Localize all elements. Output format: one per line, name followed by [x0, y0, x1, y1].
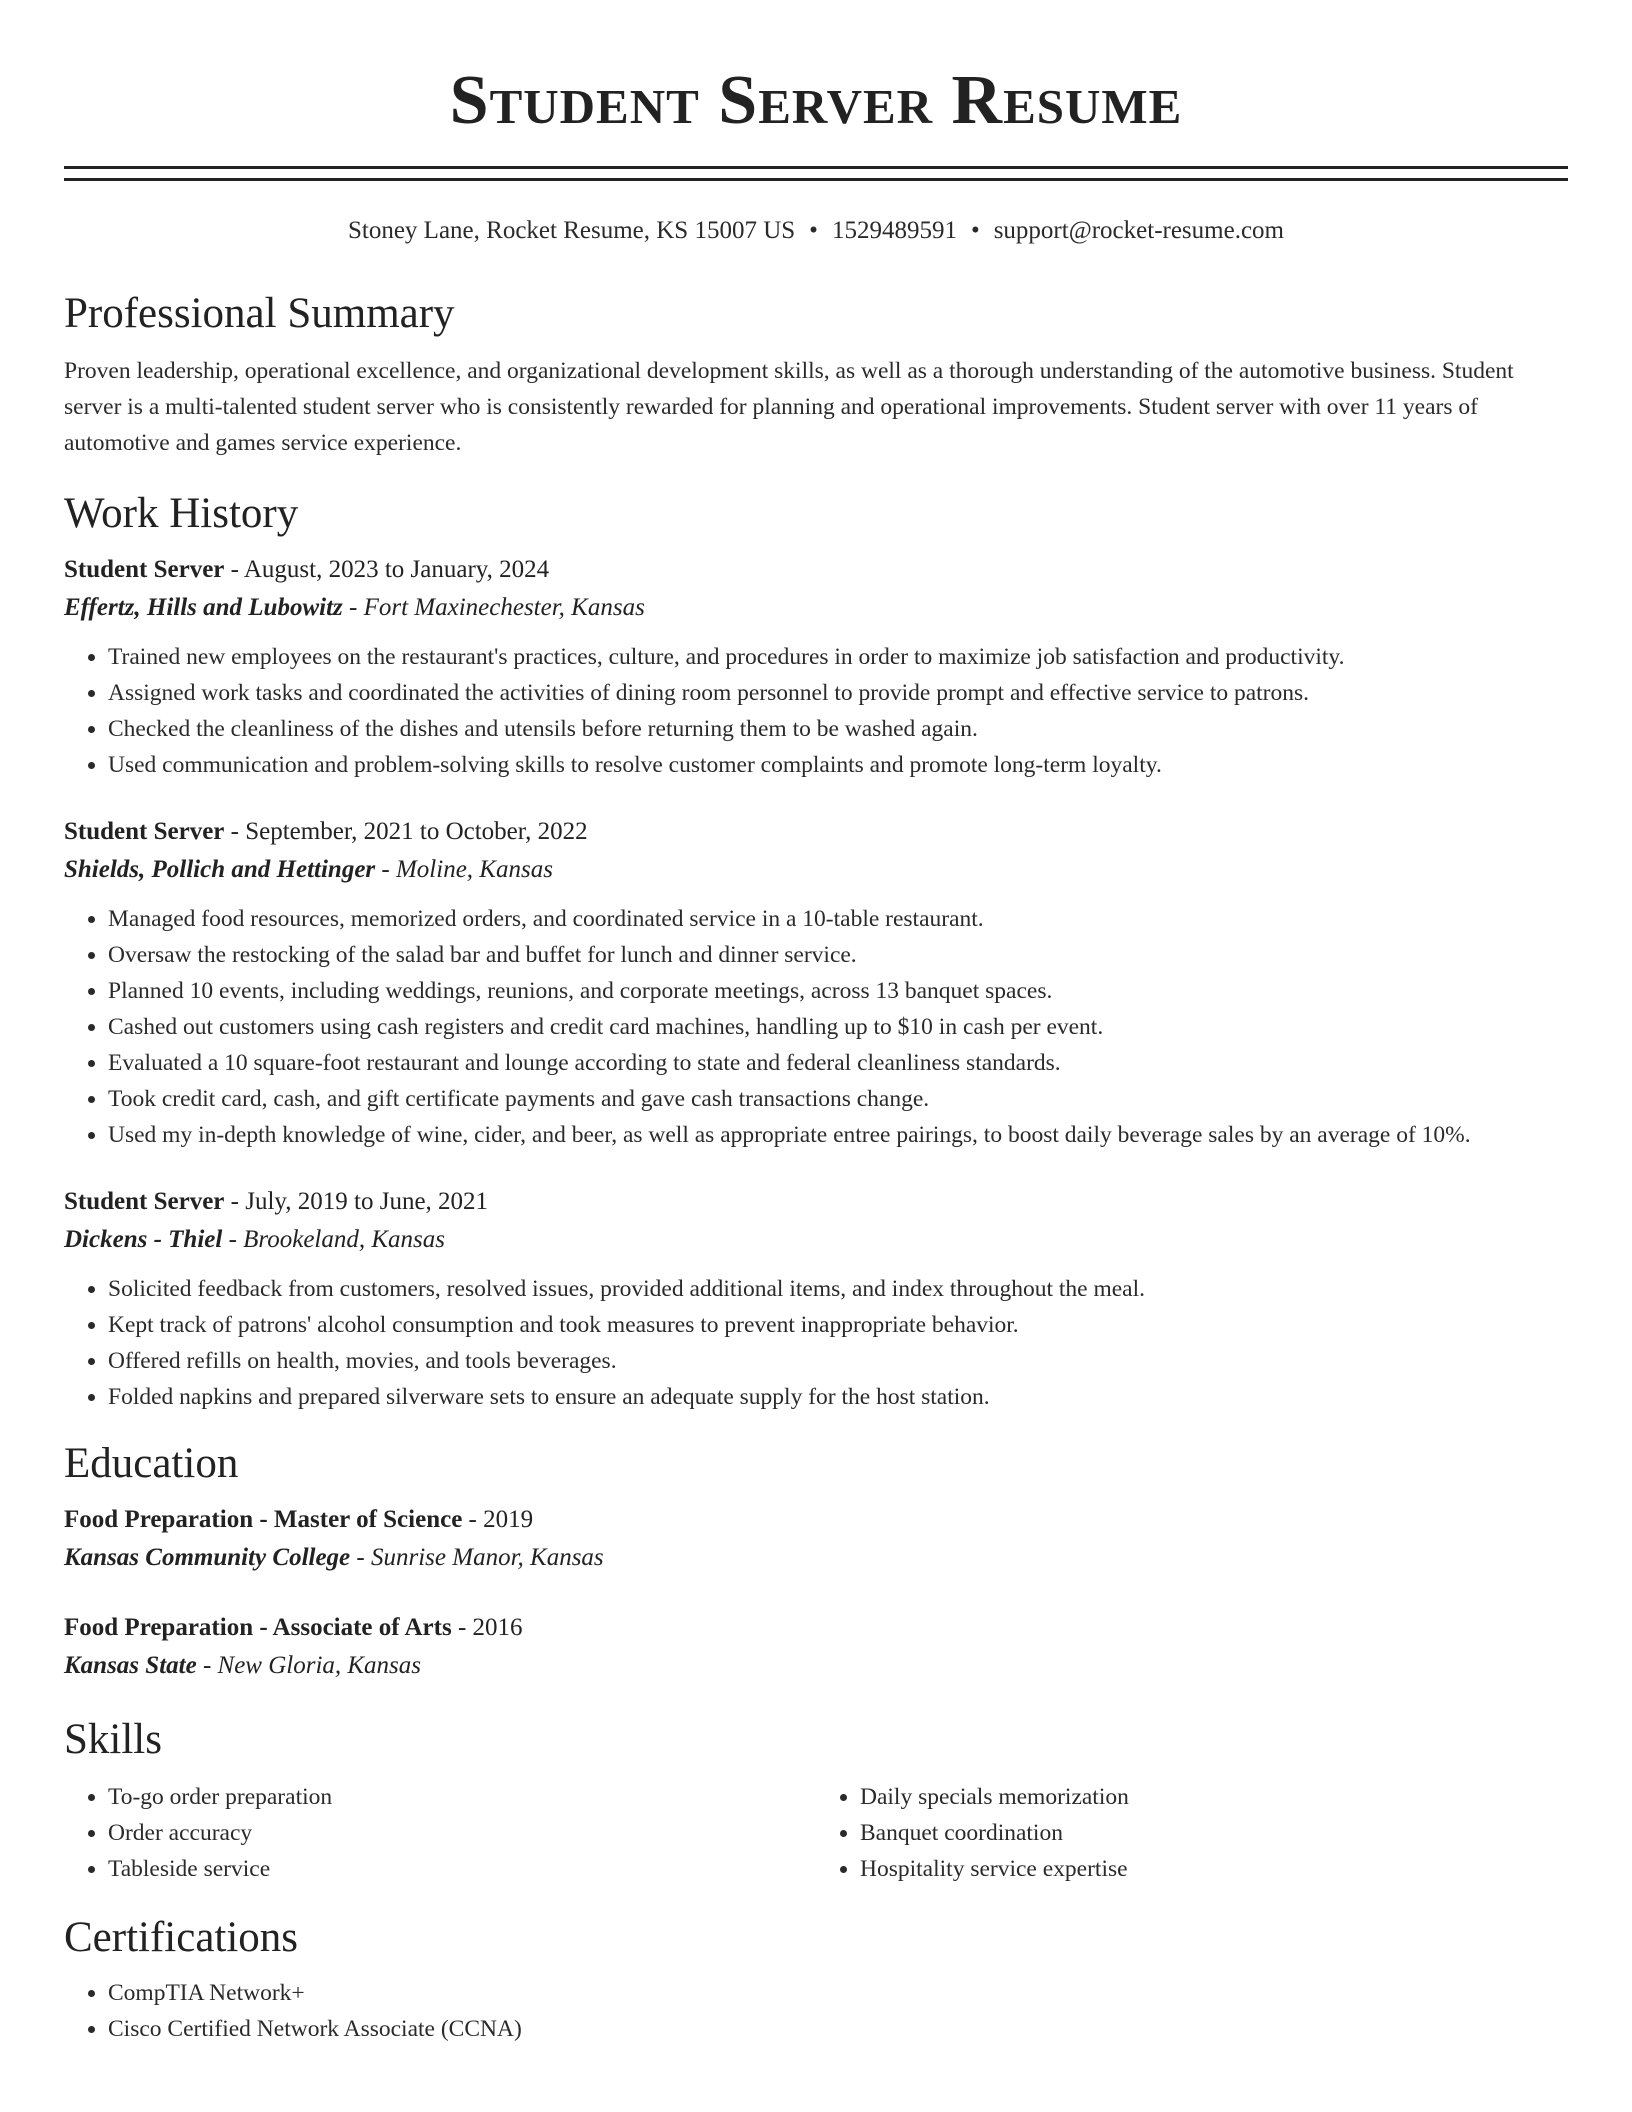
skill-item: • Tableside service	[108, 1851, 816, 1887]
list-item: • Trained new employees on the restaurant's practices, culture, and procedures in order to maximize job satisfaction and productivity.	[108, 639, 1568, 675]
job-location: - Moline, Kansas	[375, 856, 553, 883]
education-school-line	[64, 1539, 1568, 1577]
list-item: • Planned 10 events, including weddings, reunions, and corporate meetings, across 13 banquet spaces.	[108, 973, 1568, 1009]
job-title-line	[64, 551, 1568, 589]
skills-list-left	[64, 1779, 816, 1887]
education-school: Kansas Community College	[64, 1544, 351, 1571]
job-location: - Fort Maxinechester, Kansas	[342, 594, 645, 621]
list-item: • Kept track of patrons' alcohol consumption and took measures to prevent inappropriate behavior.	[108, 1307, 1568, 1343]
job-company: Dickens - Thiel	[64, 1226, 223, 1253]
job-entry	[64, 813, 1568, 1153]
job-entry	[64, 1183, 1568, 1415]
contact-address: Stoney Lane, Rocket Resume, KS 15007 US	[347, 217, 796, 244]
job-company: Shields, Pollich and Hettinger	[64, 856, 376, 883]
job-dates: - July, 2019 to June, 2021	[224, 1188, 489, 1215]
section-heading-work-history: Work History	[64, 490, 299, 537]
job-company-line	[64, 851, 1568, 889]
job-bullets	[64, 901, 1568, 1153]
education-entry	[64, 1609, 1568, 1685]
job-title-line	[64, 1183, 1568, 1221]
job-bullets	[64, 639, 1568, 783]
job-location: - Brookeland, Kansas	[222, 1226, 445, 1253]
list-item: • Oversaw the restocking of the salad bar and buffet for lunch and dinner service.	[108, 937, 1568, 973]
section-heading-certifications: Certifications	[64, 1914, 299, 1961]
contact-line	[64, 215, 1568, 247]
education-year: - 2016	[451, 1614, 523, 1641]
list-item: • Folded napkins and prepared silverware sets to ensure an adequate supply for the host station.	[108, 1379, 1568, 1415]
skill-item: • Order accuracy	[108, 1815, 816, 1851]
job-title-line	[64, 813, 1568, 851]
education-location: - New Gloria, Kansas	[196, 1652, 422, 1679]
job-dates: - August, 2023 to January, 2024	[224, 556, 550, 583]
skill-item: • To-go order preparation	[108, 1779, 816, 1815]
education-school: Kansas State	[64, 1652, 197, 1679]
page-title: Student Server Resume	[449, 62, 1183, 139]
list-item: • Took credit card, cash, and gift certificate payments and gave cash transactions change.	[108, 1081, 1568, 1117]
section-heading-summary: Professional Summary	[64, 290, 455, 337]
job-entry	[64, 551, 1568, 783]
list-item: • Evaluated a 10 square-foot restaurant and lounge according to state and federal cleanliness standards.	[108, 1045, 1568, 1081]
job-title: Student Server	[64, 556, 225, 583]
certification-item: • Cisco Certified Network Associate (CCNA)	[108, 2011, 1568, 2047]
education-location: - Sunrise Manor, Kansas	[350, 1544, 604, 1571]
list-item: • Managed food resources, memorized orders, and coordinated service in a 10-table restaurant.	[108, 901, 1568, 937]
education-degree-line	[64, 1501, 1568, 1539]
certifications-list	[64, 1975, 1568, 2047]
job-title: Student Server	[64, 818, 225, 845]
education-degree: Food Preparation - Associate of Arts	[64, 1614, 452, 1641]
contact-phone: 1529489591	[831, 217, 957, 244]
job-dates: - September, 2021 to October, 2022	[224, 818, 588, 845]
skills-list-right	[816, 1779, 1568, 1887]
list-item: • Used my in-depth knowledge of wine, cider, and beer, as well as appropriate entree pairings, to boost daily beverage sales by an average of 10%.	[108, 1117, 1568, 1153]
list-item: • Cashed out customers using cash registers and credit card machines, handling up to $10 in cash per event.	[108, 1009, 1568, 1045]
list-item: • Solicited feedback from customers, resolved issues, provided additional items, and index throughout the meal.	[108, 1271, 1568, 1307]
skill-item: • Hospitality service expertise	[860, 1851, 1568, 1887]
contact-separator: •	[809, 217, 818, 244]
list-item: • Assigned work tasks and coordinated the activities of dining room personnel to provide prompt and effective service to patrons.	[108, 675, 1568, 711]
list-item: • Checked the cleanliness of the dishes and utensils before returning them to be washed again.	[108, 711, 1568, 747]
education-school-line	[64, 1647, 1568, 1685]
skill-item: • Banquet coordination	[860, 1815, 1568, 1851]
skill-item: • Daily specials memorization	[860, 1779, 1568, 1815]
section-heading-skills: Skills	[64, 1716, 162, 1763]
job-company: Effertz, Hills and Lubowitz	[64, 594, 343, 621]
education-degree-line	[64, 1609, 1568, 1647]
section-heading-education: Education	[64, 1440, 239, 1487]
summary-text: Proven leadership, operational excellence, and organizational development skills, as well as a thorough understanding of the automotive business. Student server is a multi-talented student server who is consistently rewarded for planning and operational improvements. Student server with over 11 years of automotive and games service experience.	[64, 358, 1514, 456]
job-bullets	[64, 1271, 1568, 1415]
title-double-rule	[64, 166, 1568, 181]
certification-item: • CompTIA Network+	[108, 1975, 1568, 2011]
contact-separator: •	[970, 217, 980, 244]
job-company-line	[64, 589, 1568, 627]
education-year: - 2019	[462, 1506, 534, 1533]
education-entry	[64, 1501, 1568, 1577]
contact-email: support@rocket-resume.com	[993, 217, 1284, 244]
list-item: • Used communication and problem-solving skills to resolve customer complaints and promote long-term loyalty.	[108, 747, 1568, 783]
skills-grid	[64, 1779, 1568, 1887]
education-degree: Food Preparation - Master of Science	[64, 1506, 463, 1533]
list-item: • Offered refills on health, movies, and tools beverages.	[108, 1343, 1568, 1379]
job-title: Student Server	[64, 1188, 225, 1215]
job-company-line	[64, 1221, 1568, 1259]
